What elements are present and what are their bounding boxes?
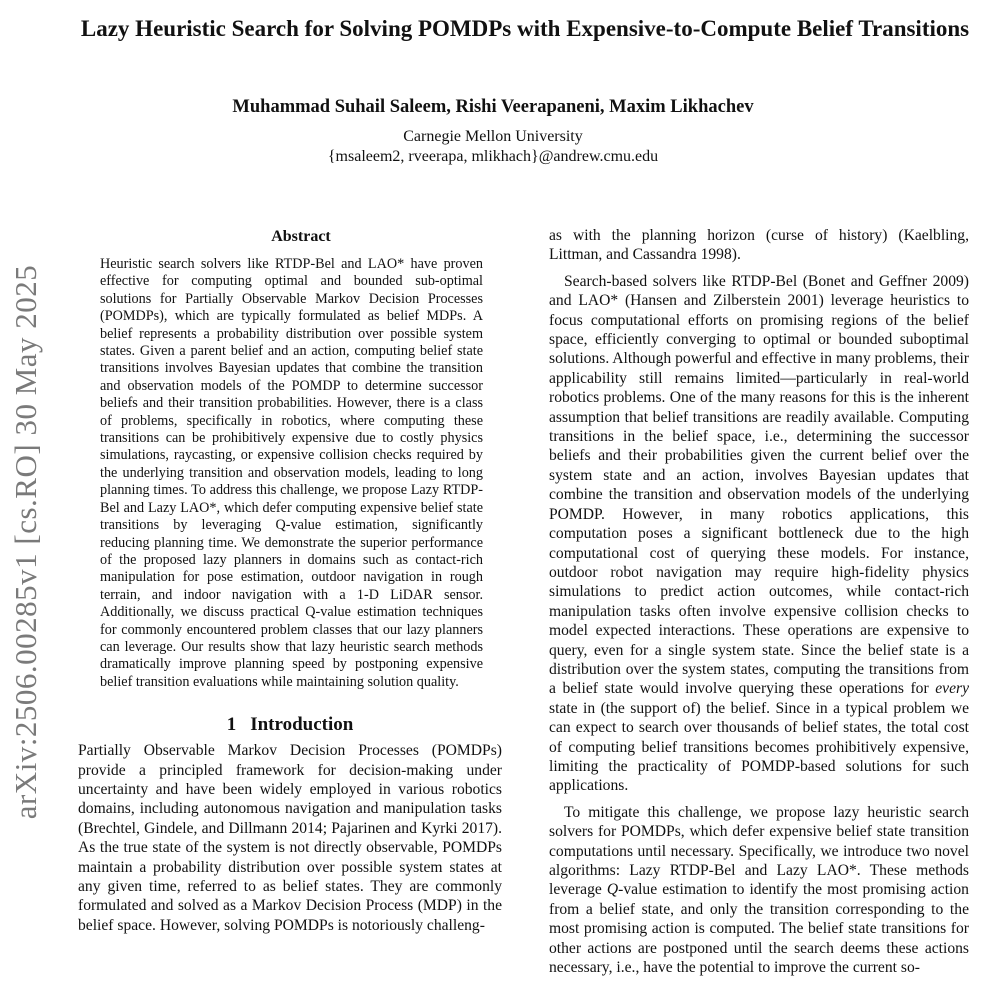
left-column [78,226,502,935]
arxiv-identifier: arXiv:2506.00285v1 [cs.RO] 30 May 2025 [8,264,43,820]
abstract-heading: Abstract [271,228,331,245]
right-column [549,226,969,977]
abstract-text: Heuristic search solvers like RTDP-Bel and LAO* have proven effective for computing optimal and bounded sub-optimal solutions for Partially Observable Markov Decision Processes (POMDPs), which are typically formulated as belief MDPs. A belief represents a probability distribution over possible system states. Given a parent belief and an action, computing belief state transitions involves Bayesian updates that combine the transition and observation models of the POMDP to determine successor beliefs and their transition probabilities. However, there is a class of problems, specifically in robotics, where computing these transitions can be prohibitively expensive due to costly physics simulations, raycasting, or expensive collision checks required by the underlying transition and observation models, leading to long planning times. To address this challenge, we propose Lazy RTDP-Bel and Lazy LAO*, which defer computing expensive belief state transitions by leveraging Q-value estimation, significantly reducing planning time. We demonstrate the superior performance of the proposed lazy planners in domains such as contact-rich manipulation for pose estimation, outdoor navigation in rough terrain, and indoor navigation with a 1-D LiDAR sensor. Additionally, we discuss practical Q-value estimation techniques for commonly encountered problem classes that our lazy planners can leverage. Our results show that lazy heuristic search methods dramatically improve planning speed by postponing expensive belief transition evaluations while maintaining solution quality. [100,256,483,690]
right-paragraph-1 [549,272,969,796]
paragraph-text: Search-based solvers like RTDP-Bel (Bonet and Geffner 2009) and LAO* (Hansen and Zilberstein 2001) leverage heuristics to focus computational efforts on promising regions of the belief space, efficiently converging to optimal or bounded suboptimal solutions. Although powerful and effective in many problems, their applicability still remains limited—particularly in real-world robotics problems. One of the many reasons for this is the inherent assumption that belief transitions are readily available. Computing transitions in the belief space, i.e., determining the successor beliefs and their probabilities given the current belief over the system state and an action, involves Bayesian updates that combine the transition and observation models of the underlying POMDP. However, in many robotics applications, this computation poses a significant bottleneck due to the high computational cost of querying these models. For instance, outdoor robot navigation may require high-fidelity physics simulations to predict action outcomes, while contact-rich manipulation tasks often involve expensive collision checks to model expected interactions. These operations are expensive to query, even for a single system state. Since the belief state is a distribution over the system states, computing the transitions from a belief state would involve querying these operations for [549,272,969,698]
paper-authors: Muhammad Suhail Saleem, Rishi Veerapaneni, Maxim Likhachev [232,97,754,117]
paragraph-text-tail: -value estimation to identify the most promising action from a belief state, and only the transition corresponding to the most promising action is computed. The belief state transitions for other actions are postponed until the search deems these actions necessary, i.e., have the potential to improve the current so- [549,881,969,977]
paragraph-text: To mitigate this challenge, we propose lazy heuristic search solvers for POMDPs, which defer expensive belief state transition computations until necessary. Specifically, we introduce two novel algorithms: Lazy RTDP-Bel and Lazy LAO*. These methods leverage [549,803,969,899]
paragraph-text-tail: state in (the support of) the belief. Since in a typical problem we can expect to search over thousands of belief states, the total cost of computing belief transitions becomes prohibitively expensive, limiting the practicality of POMDP-based solutions for such applications. [549,699,969,795]
right-paragraph-2 [549,803,969,978]
intro-paragraph-1: Partially Observable Markov Decision Processes (POMDPs) provide a principled framework for decision-making under uncertainty and have been widely employed in various robotics domains, including autonomous navigation and manipulation tasks (Brechtel, Gindele, and Dillmann 2014; Pajarinen and Kyrki 2017). As the true state of the system is not directly observable, POMDPs maintain a probability distribution over possible system states at any given time, referred to as belief states. They are commonly formulated and solved as a Markov Decision Process (MDP) in the belief space. However, solving POMDPs is notoriously challeng- [78,742,502,934]
author-emails: {msaleem2, rveerapa, mlikhach}@andrew.cmu.edu [327,148,659,165]
emphasis-text: every [935,680,969,698]
arxiv-stamp-container [6,230,46,854]
paper-title: Lazy Heuristic Search for Solving POMDPs with Expensive-to-Compute Belief Transitions [80,16,970,41]
section-heading-introduction [78,713,502,737]
math-q-symbol: Q [606,881,619,899]
right-paragraph-continued: as with the planning horizon (curse of history) (Kaelbling, Littman, and Cassandra 1998). [549,227,969,264]
affiliation-block [0,127,986,167]
section-number: 1 [226,714,237,736]
section-title: Introduction [250,714,354,736]
affiliation: Carnegie Mellon University [403,128,583,145]
